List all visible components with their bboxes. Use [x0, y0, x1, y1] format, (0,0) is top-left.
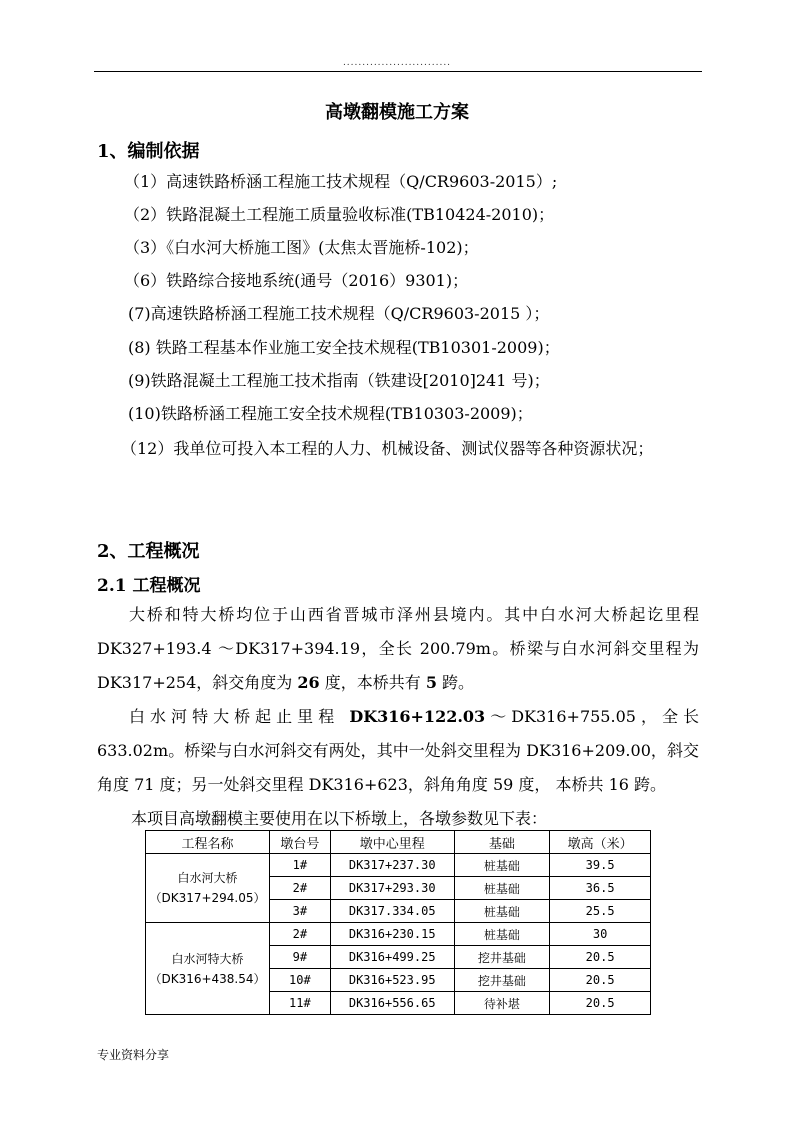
document-title: 高墩翻模施工方案 — [325, 102, 469, 123]
table-cell: 20.5 — [550, 969, 651, 992]
overview-paragraph-2 — [97, 700, 699, 802]
table-cell: 25.5 — [550, 900, 651, 923]
header-rule — [94, 71, 702, 72]
table-cell: DK317.334.05 — [330, 900, 454, 923]
table-cell: 39.5 — [550, 854, 651, 877]
table-cell: 桩基础 — [454, 854, 550, 877]
basis-item: (10)铁路桥涵工程施工安全技术规程(TB10303-2009)； — [128, 404, 533, 423]
para2-text-c: ～DK316+755.05，全长 633.02m。桥梁与白水河斜交有两处，其中一处斜交里程为 DK316+209.00，斜交角度 71 度；另一处斜交里程 DK316+623，斜角角度 59 度， 本桥共 16 跨。 — [97, 707, 699, 794]
para1-text-e: 跨。 — [436, 673, 475, 692]
table-cell: DK317+293.30 — [330, 877, 454, 900]
basis-item: （6）铁路综合接地系统(通号（2016）9301)； — [124, 271, 469, 290]
section-1-heading: 1、编制依据 — [97, 141, 200, 162]
table-cell: 36.5 — [550, 877, 651, 900]
table-cell: 挖井基础 — [454, 969, 550, 992]
group-name: 白水河大桥 — [177, 871, 238, 885]
section-2-heading: 2、工程概况 — [97, 541, 200, 562]
table-cell: 1# — [269, 854, 330, 877]
group-name: 白水河特大桥 — [171, 951, 244, 966]
table-cell: DK316+556.65 — [330, 992, 454, 1015]
table-cell: 桩基础 — [454, 923, 550, 946]
basis-item: (9)铁路混凝土工程施工技术指南（铁建设[2010]241 号)； — [128, 371, 550, 390]
table-cell: 10# — [269, 969, 330, 992]
para2-text-a: 白水河特大桥起止里程 — [129, 707, 350, 726]
group-station: （DK316+438.54） — [149, 971, 266, 986]
table-cell: DK317+237.30 — [330, 854, 454, 877]
table-cell: 9# — [269, 946, 330, 969]
table-header-row — [146, 831, 651, 854]
table-cell: 20.5 — [550, 946, 651, 969]
col-header: 工程名称 — [146, 831, 270, 854]
table-cell: 待补堪 — [454, 992, 550, 1015]
page-footer: 专业资料分享 — [97, 1048, 170, 1062]
overview-paragraph-1 — [97, 598, 699, 700]
table-row — [146, 854, 651, 877]
basis-item: （3）《白水河大桥施工图》(太焦太晋施桥-102)； — [124, 238, 479, 257]
col-header: 墩高（米） — [550, 831, 651, 854]
table-cell: 2# — [269, 877, 330, 900]
table-cell: 11# — [269, 992, 330, 1015]
basis-item: (7)高速铁路桥涵工程施工技术规程（Q/CR9603-2015 ）； — [128, 304, 550, 323]
table-cell: 挖井基础 — [454, 946, 550, 969]
table-cell: 2# — [269, 923, 330, 946]
para1-text-c: 度，本桥共有 — [319, 673, 426, 692]
col-header: 墩中心里程 — [330, 831, 454, 854]
para1-text-d: 5 — [425, 673, 437, 692]
pier-parameter-table — [145, 830, 651, 1015]
table-cell: 桩基础 — [454, 900, 550, 923]
group-name-cell — [146, 923, 270, 1015]
basis-item: (8) 铁路工程基本作业施工安全技术规程(TB10301-2009)； — [128, 338, 560, 357]
basis-item: （2）铁路混凝土工程施工质量验收标准(TB10424-2010)； — [124, 205, 555, 224]
table-cell: DK316+230.15 — [330, 923, 454, 946]
col-header: 墩台号 — [269, 831, 330, 854]
col-header: 基础 — [454, 831, 550, 854]
table-cell: DK316+499.25 — [330, 946, 454, 969]
subsection-2-1-heading: 2.1 工程概况 — [97, 576, 201, 596]
table-cell: 3# — [269, 900, 330, 923]
table-cell: 桩基础 — [454, 877, 550, 900]
basis-item-12-text: （12）我单位可投入本工程的人力、机械设备、测试仪器等各种资源状况； — [121, 439, 654, 458]
basis-item: （1）高速铁路桥涵工程施工技术规程（Q/CR9603-2015）; — [124, 172, 558, 191]
table-row — [146, 923, 651, 946]
group-station: （DK317+294.05） — [149, 891, 266, 905]
header-dots: ............................ — [342, 58, 452, 68]
basis-item-12 — [97, 432, 699, 466]
table-cell: 20.5 — [550, 992, 651, 1015]
para1-text-b: 26 — [297, 673, 320, 692]
table-caption: 本项目高墩翻模主要使用在以下桥墩上，各墩参数见下表： — [131, 809, 548, 828]
table-cell: DK316+523.95 — [330, 969, 454, 992]
table-cell: 30 — [550, 923, 651, 946]
group-name-cell — [146, 854, 270, 923]
para1-text-a: 大桥和特大桥均位于山西省晋城市泽州县境内。其中白水河大桥起讫里程 DK327+193.4 ～DK317+394.19，全长 200.79m。桥梁与白水河斜交里程为 DK317+254，斜交角度为 — [97, 605, 699, 692]
para2-text-b: DK316+122.03 — [349, 707, 486, 726]
